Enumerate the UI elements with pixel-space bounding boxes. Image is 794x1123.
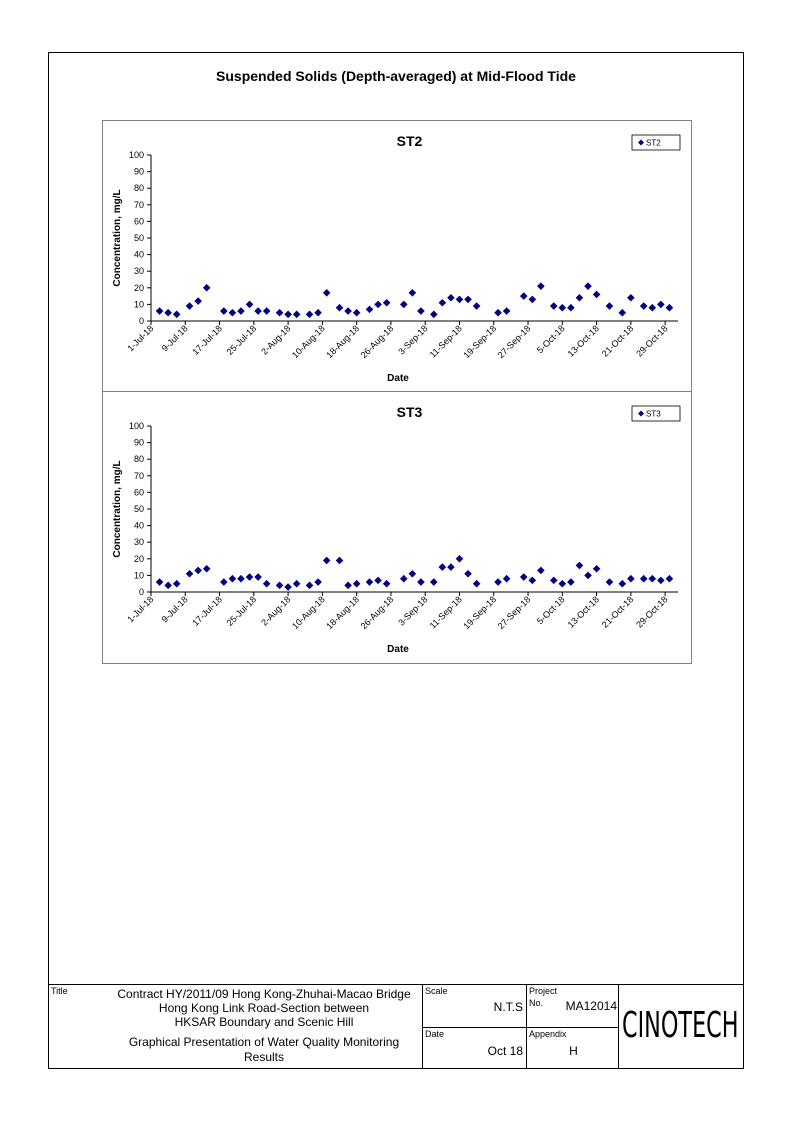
chart-st3-svg bbox=[103, 392, 693, 665]
data-point bbox=[284, 311, 292, 319]
data-point bbox=[164, 309, 172, 317]
data-point bbox=[559, 580, 567, 588]
data-point bbox=[173, 580, 181, 588]
data-point bbox=[344, 307, 352, 315]
data-point bbox=[576, 562, 584, 570]
data-point bbox=[606, 302, 614, 310]
data-point bbox=[494, 578, 502, 586]
data-point bbox=[383, 580, 391, 588]
x-tick-label: 9-Jul-18 bbox=[159, 323, 190, 354]
x-tick-label: 19-Sep-18 bbox=[461, 594, 499, 632]
data-point bbox=[203, 284, 211, 292]
data-point bbox=[657, 577, 665, 585]
data-point bbox=[344, 582, 352, 590]
x-tick-label: 3-Sep-18 bbox=[396, 323, 430, 357]
x-tick-label: 2-Aug-18 bbox=[259, 323, 293, 357]
project-label: Project bbox=[529, 986, 558, 996]
chart-title: ST3 bbox=[396, 404, 423, 420]
data-point bbox=[203, 565, 211, 573]
y-tick-label: 50 bbox=[133, 233, 144, 243]
appendix-label: Appendix bbox=[529, 1029, 567, 1039]
x-tick-label: 3-Sep-18 bbox=[396, 594, 430, 628]
y-tick-label: 0 bbox=[138, 316, 144, 326]
y-tick-label: 10 bbox=[133, 570, 144, 581]
data-point bbox=[263, 580, 271, 588]
page-title: Suspended Solids (Depth-averaged) at Mid-Flood Tide bbox=[216, 68, 576, 84]
data-point bbox=[293, 580, 301, 588]
x-tick-label: 10-Aug-18 bbox=[290, 594, 327, 632]
data-point bbox=[229, 575, 237, 583]
data-point bbox=[584, 572, 592, 580]
data-point bbox=[246, 301, 254, 309]
data-point bbox=[164, 582, 172, 590]
x-tick-label: 19-Sep-18 bbox=[461, 323, 499, 361]
x-tick-label: 11-Sep-18 bbox=[427, 323, 464, 360]
data-point bbox=[229, 309, 237, 317]
data-point bbox=[314, 309, 322, 317]
appendix-value: H bbox=[569, 1044, 578, 1058]
data-point bbox=[366, 578, 374, 586]
data-point bbox=[666, 304, 674, 312]
data-point bbox=[439, 563, 447, 571]
data-point bbox=[409, 289, 417, 297]
scale-cell bbox=[422, 984, 527, 1028]
title-label: Title bbox=[51, 986, 68, 996]
data-point bbox=[383, 299, 391, 307]
data-point bbox=[550, 302, 558, 310]
x-tick-label: 21-Oct-18 bbox=[599, 594, 636, 630]
date-value: Oct 18 bbox=[487, 1044, 523, 1058]
x-tick-label: 18-Aug-18 bbox=[324, 594, 362, 632]
data-point bbox=[503, 307, 511, 315]
x-tick-label: 25-Jul-18 bbox=[224, 323, 259, 357]
contract-title bbox=[109, 987, 419, 1029]
drawing-subtitle bbox=[109, 1035, 419, 1065]
data-point bbox=[584, 282, 592, 290]
x-tick-label: 13-Oct-18 bbox=[565, 594, 602, 630]
data-point bbox=[353, 580, 361, 588]
cinotech-logo: CINOTECH bbox=[622, 1005, 739, 1046]
data-point bbox=[417, 307, 425, 315]
appendix-cell bbox=[526, 1027, 619, 1069]
date-cell bbox=[422, 1027, 527, 1069]
y-tick-label: 10 bbox=[133, 299, 144, 310]
data-point bbox=[186, 570, 194, 578]
y-tick-label: 90 bbox=[133, 437, 144, 448]
y-tick-label: 70 bbox=[133, 470, 144, 481]
chart-title: ST2 bbox=[396, 133, 423, 149]
x-tick-label: 18-Aug-18 bbox=[324, 323, 362, 361]
data-point bbox=[464, 296, 472, 304]
data-point bbox=[194, 567, 202, 575]
x-tick-label: 29-Oct-18 bbox=[634, 594, 670, 630]
y-tick-label: 70 bbox=[133, 199, 144, 210]
chart-st2-svg bbox=[103, 121, 693, 393]
x-axis-label: Date bbox=[387, 644, 409, 655]
data-point bbox=[306, 582, 314, 590]
data-point bbox=[220, 578, 228, 586]
data-point bbox=[473, 302, 481, 310]
contract-title-line: HKSAR Boundary and Scenic Hill bbox=[174, 1015, 354, 1029]
data-point bbox=[417, 578, 425, 586]
data-point bbox=[323, 557, 331, 565]
data-point bbox=[550, 577, 558, 585]
x-axis-label: Date bbox=[387, 373, 409, 384]
x-tick-label: 11-Sep-18 bbox=[427, 594, 464, 631]
title-block bbox=[48, 984, 744, 1069]
x-tick-label: 29-Oct-18 bbox=[634, 323, 670, 359]
x-tick-label: 10-Aug-18 bbox=[290, 323, 327, 361]
x-tick-label: 25-Jul-18 bbox=[224, 594, 259, 628]
y-tick-label: 50 bbox=[133, 504, 144, 514]
data-point bbox=[456, 555, 464, 563]
data-point bbox=[648, 575, 656, 583]
scale-label: Scale bbox=[425, 986, 448, 996]
scale-value: N.T.S bbox=[493, 1000, 523, 1014]
x-tick-label: 27-Sep-18 bbox=[495, 323, 533, 361]
x-tick-label: 1-Jul-18 bbox=[125, 594, 156, 625]
x-tick-label: 21-Oct-18 bbox=[599, 323, 636, 359]
data-point bbox=[559, 304, 567, 312]
data-point bbox=[284, 583, 292, 591]
y-tick-label: 100 bbox=[128, 421, 144, 431]
y-axis-label: Concentration, mg/L bbox=[112, 460, 123, 558]
data-point bbox=[439, 299, 447, 307]
data-point bbox=[306, 311, 314, 319]
data-point bbox=[194, 297, 202, 305]
y-tick-label: 80 bbox=[133, 183, 144, 194]
data-point bbox=[374, 577, 382, 585]
contract-title-line: Contract HY/2011/09 Hong Kong-Zhuhai-Macao Bridge bbox=[117, 987, 411, 1001]
legend-label: ST3 bbox=[646, 409, 661, 419]
data-point bbox=[336, 557, 344, 565]
y-tick-label: 0 bbox=[138, 587, 144, 597]
data-point bbox=[640, 575, 648, 583]
y-tick-label: 100 bbox=[128, 150, 144, 160]
data-point bbox=[464, 570, 472, 578]
data-point bbox=[400, 301, 408, 309]
y-tick-label: 60 bbox=[133, 487, 144, 498]
legend bbox=[632, 135, 680, 150]
data-point bbox=[619, 580, 627, 588]
data-point bbox=[627, 294, 635, 302]
data-point bbox=[156, 578, 164, 586]
project-cell bbox=[526, 984, 619, 1028]
x-tick-label: 26-Aug-18 bbox=[358, 594, 396, 632]
chart-st2 bbox=[102, 120, 692, 392]
x-tick-label: 2-Aug-18 bbox=[259, 594, 293, 628]
data-point bbox=[593, 291, 601, 299]
y-tick-label: 20 bbox=[133, 282, 144, 293]
data-point bbox=[503, 575, 511, 583]
y-tick-label: 20 bbox=[133, 553, 144, 564]
data-point bbox=[366, 306, 374, 314]
x-tick-label: 26-Aug-18 bbox=[358, 323, 396, 361]
y-tick-label: 80 bbox=[133, 454, 144, 465]
data-point bbox=[529, 577, 537, 585]
data-point bbox=[619, 309, 627, 317]
data-point bbox=[576, 294, 584, 302]
y-tick-label: 30 bbox=[133, 266, 144, 277]
data-point bbox=[567, 304, 575, 312]
x-tick-label: 17-Jul-18 bbox=[190, 323, 224, 357]
data-point bbox=[640, 302, 648, 310]
data-point bbox=[276, 309, 284, 317]
date-label: Date bbox=[425, 1029, 445, 1039]
x-tick-label: 17-Jul-18 bbox=[190, 594, 224, 628]
data-point bbox=[520, 573, 528, 581]
data-point bbox=[430, 578, 438, 586]
x-tick-label: 5-Oct-18 bbox=[534, 323, 567, 356]
y-tick-label: 40 bbox=[133, 520, 144, 531]
y-tick-label: 30 bbox=[133, 537, 144, 548]
data-point bbox=[473, 580, 481, 588]
data-point bbox=[537, 282, 545, 290]
data-point bbox=[237, 307, 245, 315]
subtitle-line: Results bbox=[243, 1050, 284, 1064]
data-point bbox=[409, 570, 417, 578]
data-point bbox=[293, 311, 301, 319]
data-point bbox=[246, 573, 254, 581]
data-point bbox=[263, 307, 271, 315]
data-point bbox=[173, 311, 181, 319]
x-tick-label: 1-Jul-18 bbox=[125, 323, 156, 354]
y-axis-label: Concentration, mg/L bbox=[112, 189, 123, 287]
legend bbox=[632, 406, 680, 421]
data-point bbox=[314, 578, 322, 586]
logo-cell bbox=[618, 984, 744, 1069]
data-point bbox=[520, 292, 528, 300]
data-point bbox=[323, 289, 331, 297]
data-point bbox=[186, 302, 194, 310]
x-tick-label: 9-Jul-18 bbox=[159, 594, 190, 625]
chart-st3 bbox=[102, 391, 692, 664]
y-tick-label: 90 bbox=[133, 166, 144, 177]
x-tick-label: 5-Oct-18 bbox=[534, 594, 567, 627]
data-point bbox=[494, 309, 502, 317]
data-point bbox=[666, 575, 674, 583]
data-point bbox=[254, 573, 262, 581]
data-point bbox=[447, 563, 455, 571]
data-point bbox=[220, 307, 228, 315]
project-no-label: No. bbox=[529, 998, 544, 1008]
project-no: MA12014 bbox=[565, 999, 617, 1013]
x-tick-label: 13-Oct-18 bbox=[565, 323, 602, 359]
data-point bbox=[430, 311, 438, 319]
contract-title-line: Hong Kong Link Road-Section between bbox=[158, 1001, 370, 1015]
data-point bbox=[447, 294, 455, 302]
subtitle-line: Graphical Presentation of Water Quality Monitoring bbox=[128, 1035, 400, 1049]
legend-label: ST2 bbox=[646, 138, 661, 148]
data-point bbox=[648, 304, 656, 312]
title-cell bbox=[48, 984, 423, 1069]
data-point bbox=[627, 575, 635, 583]
x-tick-label: 27-Sep-18 bbox=[495, 594, 533, 632]
data-point bbox=[254, 307, 262, 315]
data-point bbox=[353, 309, 361, 317]
data-point bbox=[657, 301, 665, 309]
data-point bbox=[529, 296, 537, 304]
y-tick-label: 60 bbox=[133, 216, 144, 227]
data-point bbox=[156, 307, 164, 315]
data-point bbox=[276, 582, 284, 590]
data-point bbox=[456, 296, 464, 304]
data-point bbox=[567, 578, 575, 586]
data-point bbox=[336, 304, 344, 312]
data-point bbox=[593, 565, 601, 573]
data-point bbox=[374, 301, 382, 309]
data-point bbox=[237, 575, 245, 583]
data-point bbox=[537, 567, 545, 575]
data-point bbox=[606, 578, 614, 586]
data-point bbox=[400, 575, 408, 583]
y-tick-label: 40 bbox=[133, 249, 144, 260]
